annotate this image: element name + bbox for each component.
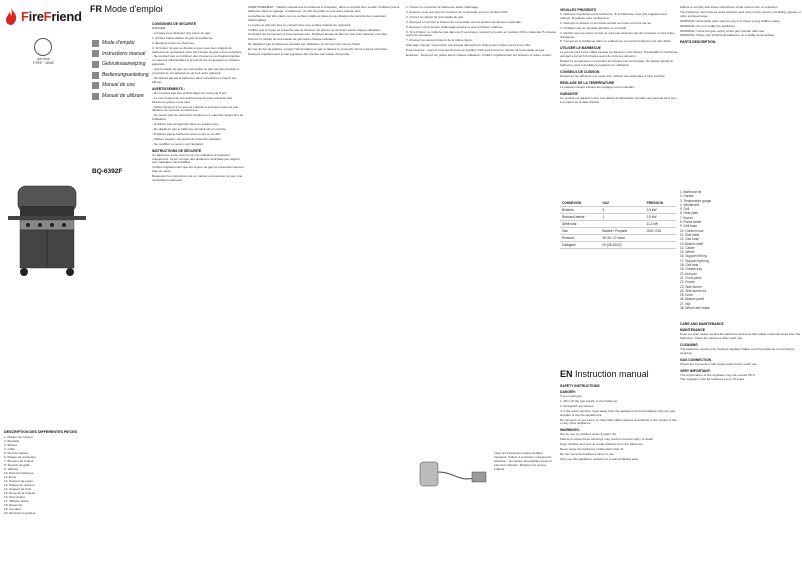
part-item: 14. Support de fond xyxy=(4,487,32,491)
table-cell xyxy=(645,235,676,242)
table-cell: I3+(28-30/37) xyxy=(602,243,622,247)
paragraph: Check the connection with soapy water before each use. xyxy=(680,361,758,366)
part-item: 1. Barbecue lid xyxy=(680,190,702,194)
manual-language-list xyxy=(92,38,152,102)
paragraph: - N'utilisez pas cet appareil dans un espace clos. xyxy=(152,122,219,127)
paragraph: WARNING: Do not modify the appliance. xyxy=(680,23,736,28)
paragraph: 6. Si le brûleur ne s'allume pas dans les 5 secondes, tournez le bouton en position OFF et attendez 5 minutes avant de réessayer. xyxy=(406,29,557,38)
paragraph: Contrôlez les connexions à l'eau savonneuse. N'utilisez jamais de flamme nue pour détecter une fuite. xyxy=(248,32,388,37)
manual-language-item: Instructions manual xyxy=(92,49,152,60)
table-row xyxy=(560,221,676,228)
en-maintenance-text xyxy=(680,320,802,383)
paragraph: - Une bouteille de gaz non raccordée ne doit pas être stockée à proximité de cet appareil ou de tout autre appareil. xyxy=(152,67,240,76)
paragraph: 1. Nettoyez régulièrement le barbecue. Si le barbecue n'est pas régulièrement nettoyé, la graisse peut s'enflammer. xyxy=(560,12,667,20)
en-title: EN Instruction manual xyxy=(560,369,649,379)
gas-regulator-illustration xyxy=(414,452,494,492)
part-item: 14. Caster xyxy=(680,245,695,250)
paragraph: - Ne portez pas de vêtements amples ou à manches larges lors de l'utilisation. xyxy=(152,113,244,122)
paragraph: Keep an open space around the barbecue and keep flammable materials away from the barbecue. Clean the barbecue after each use. xyxy=(680,332,801,340)
brand-logo xyxy=(4,8,82,25)
paragraph: 7. Allumez les autres brûleurs de la même façon. xyxy=(406,38,473,43)
section-heading: SAFETY INSTRUCTIONS xyxy=(560,384,600,388)
en-column xyxy=(680,0,802,566)
paragraph: - Ne stockez pas ou n'utilisez pas d'essence ou d'autres liquides ou vapeurs inflammables à proximité de cet appareil ou d'autres appareils. xyxy=(152,54,240,67)
table-row xyxy=(560,207,676,214)
part-item: 15. Roue de la roulette xyxy=(4,491,36,495)
section-heading: WARNINGS: xyxy=(560,428,580,433)
part-item: 9. Grill base xyxy=(680,224,698,229)
paragraph: Not for use by children under 8 years old. xyxy=(560,432,617,437)
part-item: 7. Burner xyxy=(680,215,694,220)
table-cell: Réchaud latéral xyxy=(562,215,585,219)
fr-column-1 xyxy=(90,0,245,566)
fr-body-text xyxy=(248,6,400,58)
language-flag-icon xyxy=(92,93,99,100)
part-item: 3. Brûleur xyxy=(4,443,18,447)
table-cell: 28-30 / 37 mbar xyxy=(602,236,625,240)
paragraph: - Ne modifiez en aucun cas l'appareil. xyxy=(152,141,204,146)
part-item: 23. Side burner xyxy=(680,284,702,289)
grill-illustration xyxy=(6,176,88,286)
table-cell: Débit total xyxy=(562,222,577,226)
gas-table xyxy=(560,200,676,249)
part-item: 20. Récipient à graisse xyxy=(4,511,36,515)
table-row xyxy=(560,228,676,235)
section-heading: MAINTENANCE xyxy=(680,328,706,332)
section-heading: CONSIGNES DE SECURITE xyxy=(152,22,197,26)
left-column xyxy=(0,0,90,566)
table-cell: 2,9 kW xyxy=(646,208,657,212)
manual-language-item: Manual de utilizare xyxy=(92,91,152,102)
paragraph: 2. Éteignez toutes les flammes. xyxy=(152,40,195,45)
part-item: 6. Plaque de protection xyxy=(4,455,36,459)
en-safety-text xyxy=(560,382,678,463)
parts-heading: DESCRIPTION DES DIFFERENTES PIECES xyxy=(4,430,78,434)
paragraph: Fermez le robinet de la bouteille de gaz après chaque utilisation. xyxy=(248,37,337,42)
paragraph: Vérifiez régulièrement que les tuyaux de gaz ne présentent aucune fuite ou usure. xyxy=(152,165,244,174)
paragraph: Never leave the barbecue unattended when lit. xyxy=(560,447,624,452)
paragraph: 3. If the odour persists, keep away from the appliance and immediately call your gas supplier or the fire department. xyxy=(560,408,676,417)
paragraph: Le barbecue doit être placé sur une surface stable et plane à une distance de sécurité des matériaux inflammables. xyxy=(248,13,386,22)
paragraph: 5. Conservez le barbecue dans un endroit sec et couvert lorsqu'il n'est pas utilisé. xyxy=(560,39,672,44)
fr-parts-description xyxy=(4,428,88,515)
fr-column-2 xyxy=(248,0,400,566)
section-heading: RÉGLAGE DE LA TEMPÉRATURE xyxy=(560,80,615,85)
part-item: 8. Support de grille xyxy=(4,463,30,467)
paragraph: The barbecue must only be used outdoors and must not be used in a building, garage or other enclosed area. xyxy=(680,9,801,18)
manual-language-item: Mode d'emploi xyxy=(92,38,152,49)
fr-lighting-text xyxy=(406,6,558,59)
paragraph: Le gril est prêt à être utilisé lorsque les flammes sont bleues. Préchauffez le barbecue pendant environ 10 minutes avant de cuire les aliments. xyxy=(560,50,678,59)
table-cell: 11,2 kW xyxy=(646,222,659,226)
part-item: 16. Pied arrière xyxy=(4,495,26,499)
part-item: 4. Windshield xyxy=(680,202,700,207)
paragraph: 3. Ouvrez le robinet de la bouteille de gaz. xyxy=(406,14,464,19)
section-heading: PARTS DESCRIPTION xyxy=(680,40,716,45)
paragraph: Keep children and pets at a safe distance from the barbecue. xyxy=(560,442,644,447)
model-number: BQ-6392F xyxy=(92,168,123,175)
fr-care-text xyxy=(560,6,678,106)
page-title: FR Mode d'emploi xyxy=(90,4,163,14)
part-item: 4. Grille xyxy=(4,447,15,451)
manual-language-item: Manual de uso xyxy=(92,80,152,91)
paragraph: - Veillez toujours à ce que les enfants et animaux restent à une distance de sécurité du barbecue. xyxy=(152,104,239,113)
part-item: 25. Knob xyxy=(680,293,693,298)
part-item: 5. Pied du brûleur xyxy=(4,451,29,455)
flame-icon xyxy=(4,8,18,25)
paragraph: Entretien : Nettoyez les grilles après chaque utilisation. Vérifiez régulièrement les brûleurs et tubes venturi. xyxy=(406,53,552,58)
part-item: 6. Heat plate xyxy=(680,211,699,216)
paragraph: 4. Appuyez et tournez le bouton de commande vers la position de flamme maximale. xyxy=(406,19,522,24)
table-cell: 2,5 kW xyxy=(646,215,657,219)
section-heading: GAS CONNECTION xyxy=(680,357,712,362)
table-cell: 1 xyxy=(602,215,605,219)
paragraph: WARNING: Close the gas supply at the gas cylinder after use. xyxy=(680,28,766,33)
paragraph: Allumage manuel : Approchez une longue allumette du brûleur par l'orifice prévu à cet effet. xyxy=(406,43,532,48)
paragraph: The barbecue needs to be cleaned regularly. Make sure the barbecue is cool before cleaning. xyxy=(680,346,795,355)
paragraph: The temperature of the regulator may not exceed 50°C. xyxy=(680,372,756,377)
paragraph: Ne déplacez pas le barbecue pendant son utilisation ou lorsqu'il est encore chaud. xyxy=(248,42,361,47)
paragraph: 1. Arrêtez l'alimentation du gaz du barbecue. xyxy=(152,35,214,40)
section-heading: CLEANING xyxy=(680,342,698,347)
paragraph: Ce barbecue a été conçu pour une utilisation à l'extérieur uniquement. Tenez compte des distances minimales par rapport aux matériaux combustibles. xyxy=(152,152,240,165)
fr-en-column xyxy=(560,0,678,566)
table-cell: G30 / G31 xyxy=(646,229,662,233)
part-item: 5. Grill xyxy=(680,207,690,212)
paragraph: WARNING: Place your FireFriend barbecue on a stable level surface. xyxy=(680,33,775,38)
section-heading: CONSEILS DE CUISSON xyxy=(560,69,600,74)
paragraph: Failure to comply with these instructions could result in fire or explosion. xyxy=(680,5,779,9)
part-item: 10. Control knob xyxy=(680,228,704,233)
part-item: 11. Roue xyxy=(4,475,17,479)
table-header: CONNEXION xyxy=(562,201,582,205)
paragraph: AVERTISSEMENT : Utilisez uniquement le barbecue à l'extérieur, dans un endroit bien ventilé. N'utilisez pas le barbecue dans un garage, un bâtiment, un abri de jardin ou tout autre espace clos. xyxy=(248,5,400,13)
table-cell xyxy=(600,221,644,228)
part-item: 16. Support left leg xyxy=(680,254,707,259)
en-parts-list xyxy=(680,190,790,310)
part-item: 17. Support right leg xyxy=(680,258,709,263)
paragraph: DANGER : xyxy=(152,26,167,30)
part-item: 15. Wheel xyxy=(680,250,695,255)
paragraph: 3. N'utilisez pas de produits abrasifs ou corrosifs. xyxy=(560,25,628,30)
paragraph: Do not move the barbecue when in use. xyxy=(560,451,615,456)
part-item: 13. Plaque de cuisson xyxy=(4,483,35,487)
paragraph: - Ne déplacez pas le barbecue lorsqu'il est en marche. xyxy=(152,127,227,132)
table-row xyxy=(560,235,676,242)
paragraph: 1. Ouvrez le couvercle du barbecue avant l'allumage. xyxy=(406,5,479,9)
part-item: 2. Handle xyxy=(680,194,694,199)
paragraph: 2. Nettoyez le brûleur et les tubes venturi au moins une fois par an. xyxy=(560,20,652,25)
table-cell: Butane / Propane xyxy=(602,229,628,233)
part-item: 12. Support de tuyau xyxy=(4,479,33,483)
language-flag-icon xyxy=(92,82,99,89)
section-heading: VEUILLEZ PRUDENTS xyxy=(560,8,596,12)
part-item: 27. Nut xyxy=(680,301,691,306)
language-flag-icon xyxy=(92,72,99,79)
fr-column-3 xyxy=(406,0,558,566)
part-item: 1. Plaque de cuisson xyxy=(4,435,33,439)
paragraph: - Lorsque vous détectez une odeur de gaz : xyxy=(152,30,212,35)
table-cell: Catégorie xyxy=(562,243,576,247)
part-item: 19. Grease tray xyxy=(680,267,702,272)
part-item: 13. Bottom shelf xyxy=(680,241,704,246)
service-logo-icon xyxy=(34,38,52,56)
part-item: 19. Cendrier xyxy=(4,507,22,511)
part-item: 11. Side table xyxy=(680,232,700,237)
paragraph: 5. Appuyez sur le bouton d'allumage jusqu'à ce que le brûleur s'allume. xyxy=(406,24,504,29)
part-item: 17. Tablette droite xyxy=(4,499,29,503)
paragraph: Ce produit est garanti contre tout défaut de fabrication pendant une période de 2 ans à compter de la date d'achat. xyxy=(560,95,676,104)
part-item: 8. Flame tamer xyxy=(680,220,702,225)
section-heading: VERY IMPORTANT: xyxy=(680,368,711,373)
en-warnings-text xyxy=(680,6,802,45)
paragraph: 2. Extinguish any flames. xyxy=(560,403,595,408)
table-cell: Pression xyxy=(562,236,575,240)
paragraph: Only use this appliance outdoors in a well ventilated area. xyxy=(560,456,639,461)
paragraph: 2. Assurez-vous que tous les boutons de commande sont en position OFF. xyxy=(406,9,508,14)
language-flag-icon xyxy=(92,61,99,68)
section-heading: DANGER: xyxy=(560,390,576,394)
section-heading: UTILISER LE BARBECUE xyxy=(560,46,601,51)
paragraph: WARNING: Accessible parts may be very hot. Keep young children away. xyxy=(680,18,781,23)
table-cell xyxy=(645,242,676,249)
paragraph: Vérifiez que le tuyau ne présente pas de fissures, de pliures ou de fuites avant chaque utilisation. xyxy=(248,27,381,32)
manual-language-item: Gebruiksaanwijzing xyxy=(92,59,152,70)
part-item: 12. Gas hose xyxy=(680,237,699,242)
table-header: GAZ xyxy=(602,201,610,205)
table-cell: Gaz xyxy=(562,229,568,233)
paragraph: Do not store or use petrol or other flammable vapours and liquids in the vicinity of this or any other appliance. xyxy=(560,417,677,426)
part-item: 18. Réservoir xyxy=(4,503,23,507)
brand-name: FireFriend xyxy=(21,9,82,24)
part-item: 18. Gas tank xyxy=(680,263,699,268)
paragraph: Retournez les aliments une seule fois. Utilisez des ustensiles à long manche. xyxy=(560,73,666,78)
part-item: 26. Bottom panel xyxy=(680,297,705,302)
part-item: 22. Frame xyxy=(680,280,695,285)
part-item: 20. Ash pan xyxy=(680,271,697,276)
fr-warning-notice: Lisez les instructions avant d'utiliser l'appareil. Utiliser à l'extérieur uniquement. Attention : les parties accessibles peuvent être très chaudes. Éloignez les jeunes enfants. xyxy=(494,451,553,471)
part-item: 28. Wheel with brake xyxy=(680,306,710,311)
table-row xyxy=(560,214,676,221)
language-flag-icon xyxy=(92,50,99,57)
section-heading: GARANTIE xyxy=(560,91,578,96)
paragraph: If you smell gas: xyxy=(560,394,583,398)
table-cell: Brûleurs xyxy=(562,208,574,212)
section-heading: INSTRUCTIONS DE SÉCURITÉ xyxy=(152,148,202,153)
paragraph: En cas de feu de graisse, coupez l'alimentation en gaz et laissez le couvercle fermé jusqu'à extinction. xyxy=(248,47,388,52)
paragraph: - Ne convient pas aux enfants âgés de moins de 8 ans. xyxy=(152,90,228,95)
paragraph: Le tuyau ne doit pas être en contact avec une surface chaude de l'appareil. xyxy=(248,22,351,27)
table-cell: 3 xyxy=(602,208,605,212)
part-item: 24. Side burner lid xyxy=(680,288,706,293)
section-heading: CARE AND MAINTENANCE xyxy=(680,322,724,326)
paragraph: Nettoyez régulièrement le bac à graisse afin d'éviter tout risque d'incendie. xyxy=(248,52,350,57)
paragraph: 4. Vérifiez que les tubes venturi ne sont pas obstrués par des insectes ou des toiles d'araignée. xyxy=(560,30,675,39)
section-heading: AVERTISSEMENTS : xyxy=(152,86,185,91)
table-row xyxy=(560,242,676,249)
paragraph: 3. Si l'odeur de gaz se dissipe et que vous êtes éloigné du barbecue en contactant votre fournisseur de gaz ou les pompiers. xyxy=(152,45,242,54)
part-item: 10. Pied du barbecue xyxy=(4,471,34,475)
paragraph: Respectez les instructions de ce manuel et conservez-le pour une consultation ultérieure. xyxy=(152,174,243,183)
part-item: 9. Tablette xyxy=(4,467,19,471)
language-flag-icon xyxy=(92,40,99,47)
paragraph: 1. Shut off the gas supply to the barbecue. xyxy=(560,398,619,403)
service-badge: service FIRE · AND xyxy=(33,38,54,66)
paragraph: Failure to follow these warnings may result in serious injury or death. xyxy=(560,437,654,442)
paragraph: - Ne laissez jamais le barbecue sans surveillance lorsqu'il est allumé. xyxy=(152,75,236,84)
paragraph: - Le non-respect de ces avertissements peut entraîner des blessures graves ou la mort. xyxy=(152,95,233,104)
paragraph: The regulator must be replaced every 10 years. xyxy=(680,377,746,382)
paragraph: Réglez la température en tournant les boutons de commande. Ne laissez jamais le barbecue sans surveillance pendant son utilisation. xyxy=(560,59,674,68)
manual-language-item: Bedienungsanleitung xyxy=(92,70,152,81)
paragraph: - N'utilisez pas le barbecue sous un toit ou un abri. xyxy=(152,131,222,136)
part-item: 7. Boutons de brûleur xyxy=(4,459,34,463)
paragraph: - Utilisez toujours des gants de protection adaptés. xyxy=(152,136,222,141)
part-item: 3. Temperature gauge xyxy=(680,198,712,203)
part-item: 2. Bouteille xyxy=(4,439,20,443)
paragraph: Le tableau suivant indique les réglages recommandés. xyxy=(560,84,635,89)
part-item: 21. Front panel xyxy=(680,275,702,280)
table-header: PRESSION xyxy=(646,201,664,205)
paragraph: Pour éteindre : tournez tous les boutons en position OFF puis fermez le robinet de la bouteille de gaz. xyxy=(406,48,546,53)
fr-safety-text xyxy=(152,20,244,184)
